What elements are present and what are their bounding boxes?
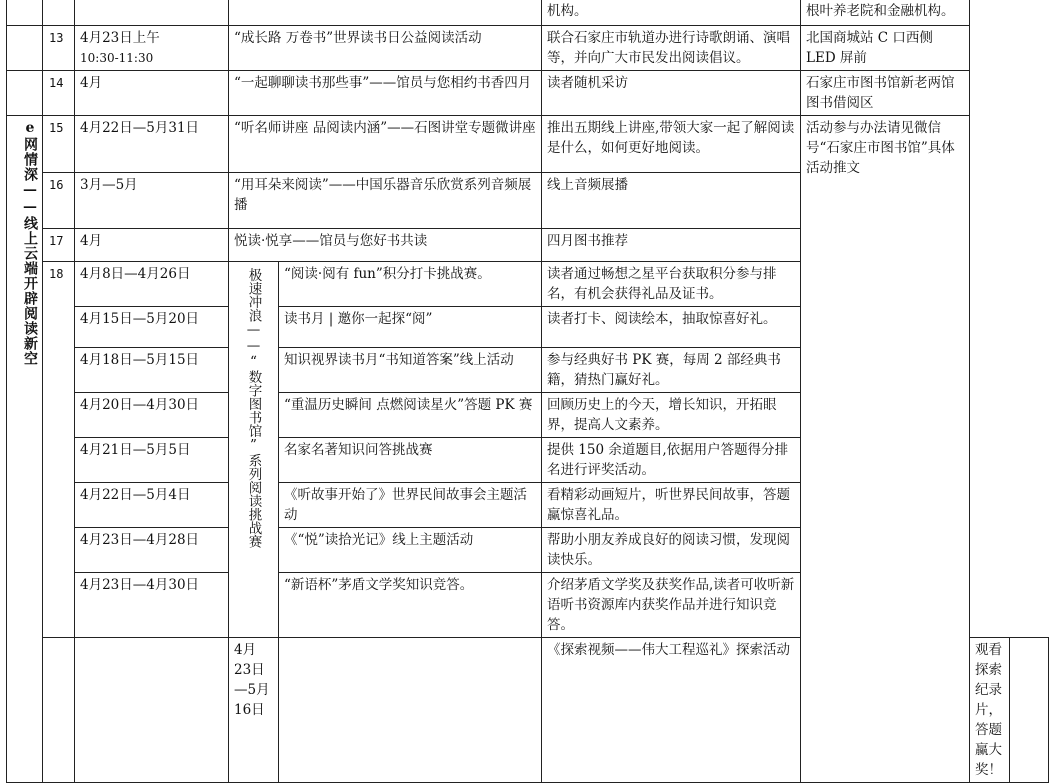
row-activity: 读书月 | 邀你一起探“阅”: [279, 307, 542, 348]
row-description: 参与经典好书 PK 赛，每周 2 部经典书籍，猜热门赢好礼。: [542, 348, 801, 393]
row-description: 机构。: [542, 0, 801, 26]
row-time-text: 10:30-11:30: [80, 51, 154, 65]
row-activity: 《“悦”读拾光记》线上主题活动: [279, 528, 542, 573]
table-row: [7, 116, 1049, 173]
row-number: 18: [43, 262, 75, 638]
subcategory-cell-bottom: [279, 638, 542, 783]
row-number: 14: [43, 71, 75, 116]
row-number: 17: [43, 229, 75, 262]
row-description: 提供 150 余道题目,依据用户答题得分排名进行评奖活动。: [542, 438, 801, 483]
row-activity: “成长路 万卷书”世界读书日公益阅读活动: [229, 26, 542, 71]
row-activity: 知识视界读书月“书知道答案”线上活动: [279, 348, 542, 393]
row-date: 4月8日—4月26日: [75, 262, 229, 307]
row-activity: “重温历史瞬间 点燃阅读星火”答题 PK 赛: [279, 393, 542, 438]
row-description: 读者随机采访: [542, 71, 801, 116]
row-description: 线上音频展播: [542, 173, 801, 229]
row-date-text: 4月23日上午: [80, 30, 160, 46]
row-number: [75, 638, 229, 783]
row-description: 看精彩动画短片，听世界民间故事，答题赢惊喜礼品。: [542, 483, 801, 528]
row-activity: 名家名著知识问答挑战赛: [279, 438, 542, 483]
row-description: 观看探索纪录片，答题赢大奖！: [970, 638, 1010, 783]
row-activity: “阅读·阅有 fun”积分打卡挑战赛。: [279, 262, 542, 307]
row-activity: 悦读·悦享——馆员与您好书共读: [229, 229, 542, 262]
row-description: 联合石家庄市轨道办进行诗歌朗诵、演唱等，并向广大市民发出阅读倡议。: [542, 26, 801, 71]
row-date: 3月—5月: [75, 173, 229, 229]
row-date: 4月: [75, 71, 229, 116]
row-date: 4月: [75, 229, 229, 262]
row-activity: “新语杯”茅盾文学奖知识竞答。: [279, 573, 542, 638]
row-number: 16: [43, 173, 75, 229]
subcategory-label: 极速冲浪——“数字图书馆”系列阅读挑战赛: [245, 268, 262, 548]
row-date: [75, 26, 229, 71]
row-description: 介绍茅盾文学奖及获奖作品,读者可收听新语听书资源库内获奖作品并进行知识竞答。: [542, 573, 801, 638]
row-description: 推出五期线上讲座,带领大家一起了解阅读是什么，如何更好地阅读。: [542, 116, 801, 173]
row-activity: “听名师讲座 品阅读内涵”——石图讲堂专题微讲座: [229, 116, 542, 173]
row-number: 15: [43, 116, 75, 173]
category-cell-top: [7, 0, 43, 26]
row-description: 四月图书推荐: [542, 229, 801, 262]
row-date: 4月23日—4月30日: [75, 573, 229, 638]
row-activity: “用耳朵来阅读”——中国乐器音乐欣赏系列音频展播: [229, 173, 542, 229]
activity-schedule-table: [6, 0, 1049, 783]
row-activity: “一起聊聊读书那些事”——馆员与您相约书香四月: [229, 71, 542, 116]
row-date: [75, 0, 229, 26]
row-date: 4月23日—4月28日: [75, 528, 229, 573]
row-date: 4月20日—4月30日: [75, 393, 229, 438]
category-label: e网情深——线上云端开辟阅读新空: [7, 116, 43, 783]
row-activity: 《探索视频——伟大工程巡礼》探索活动: [542, 638, 801, 783]
row-date: 4月18日—5月15日: [75, 348, 229, 393]
row-description: 读者通过畅想之星平台获取积分参与排名，有机会获得礼品及证书。: [542, 262, 801, 307]
table-row: [7, 26, 1049, 71]
row-date: 4月22日—5月4日: [75, 483, 229, 528]
row-venue: 石家庄市图书馆新老两馆图书借阅区: [801, 71, 970, 116]
row-description: 回顾历史上的今天，增长知识，开拓眼界，提高人文素养。: [542, 393, 801, 438]
row-venue: 北国商城站 C 口西侧 LED 屏前: [801, 26, 970, 71]
row-date: 4月21日—5月5日: [75, 438, 229, 483]
category-cell-top: [7, 26, 43, 71]
row-venue: [1009, 638, 1049, 783]
category-cell-top: [7, 71, 43, 116]
row-number: 13: [43, 26, 75, 71]
row-activity: 《听故事开始了》世界民间故事会主题活动: [279, 483, 542, 528]
row-activity: [229, 0, 542, 26]
table-row: [7, 71, 1049, 116]
row-date: 4月15日—5月20日: [75, 307, 229, 348]
subcategory-cell: [229, 262, 279, 638]
category-cell-bottom: [43, 638, 75, 783]
row-description: 读者打卡、阅读绘本，抽取惊喜好礼。: [542, 307, 801, 348]
row-date: 4月22日—5月31日: [75, 116, 229, 173]
row-number: [43, 0, 75, 26]
table-row: [7, 0, 1049, 26]
row-venue: 根叶养老院和金融机构。: [801, 0, 970, 26]
row-description: 帮助小朋友养成良好的阅读习惯，发现阅读快乐。: [542, 528, 801, 573]
row-venue: 活动参与办法请见微信号“石家庄市图书馆”具体活动推文: [801, 116, 970, 783]
row-date: 4月23日—5月16日: [229, 638, 279, 783]
